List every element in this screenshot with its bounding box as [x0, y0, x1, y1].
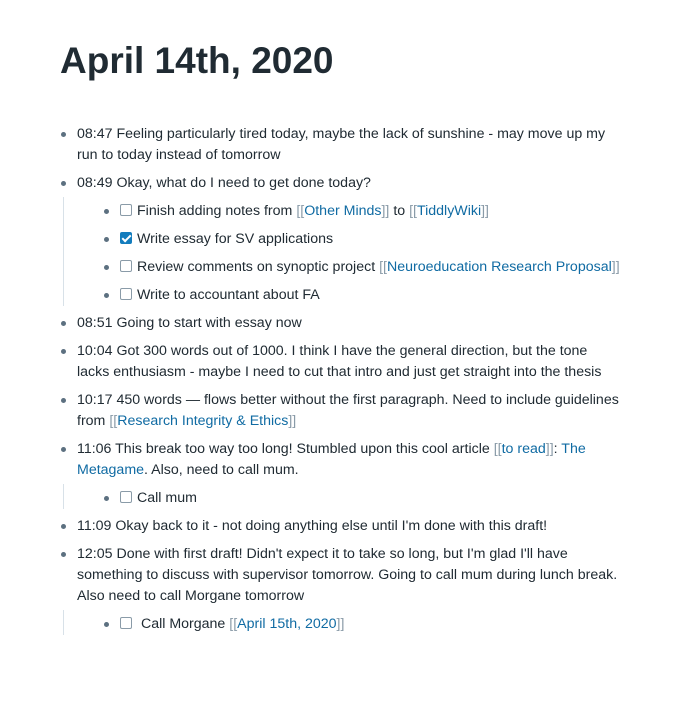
child-blocks: [61, 201, 620, 306]
block-text[interactable]: :: [553, 441, 562, 457]
block-0851[interactable]: [60, 313, 620, 334]
bullet-icon[interactable]: [61, 524, 66, 529]
block-text[interactable]: Review comments on synoptic project: [137, 259, 380, 275]
bracket-open: [[: [409, 203, 417, 219]
bullet-icon[interactable]: [61, 398, 66, 403]
todo-call-mum[interactable]: [103, 488, 620, 509]
block-text[interactable]: 08:47 Feeling particularly tired today, maybe the lack of sunshine - may move up my run to today instead of tomorrow: [77, 126, 606, 163]
bullet-icon[interactable]: [61, 552, 66, 557]
todo-checkbox[interactable]: [120, 491, 132, 503]
block-text[interactable]: 10:17 450 words — flows better without the first paragraph. Need to include guidelines from: [77, 392, 619, 429]
block-text[interactable]: 10:04 Got 300 words out of 1000. I think I have the general direction, but the tone lacks enthusiasm - maybe I need to cut that intro and just get straight into the thesis: [77, 343, 602, 380]
external-link-metagame[interactable]: The Metagame: [77, 441, 586, 478]
block-1106[interactable]: [60, 439, 620, 509]
block-1205[interactable]: [60, 544, 620, 635]
block-text[interactable]: Write to accountant about FA: [137, 287, 320, 303]
bullet-icon[interactable]: [61, 321, 66, 326]
block-1109[interactable]: [60, 516, 620, 537]
bullet-icon[interactable]: [61, 181, 66, 186]
block-text[interactable]: 11:09 Okay back to it - not doing anything else until I'm done with this draft!: [77, 518, 548, 534]
bullet-icon[interactable]: [104, 237, 109, 242]
block-text[interactable]: 08:51 Going to start with essay now: [77, 315, 302, 331]
todo-call-morgane[interactable]: [103, 614, 620, 635]
bracket-close: ]]: [336, 616, 345, 632]
page-link-other-minds[interactable]: Other Minds: [304, 203, 382, 219]
block-text[interactable]: 12:05 Done with first draft! Didn't expect it to take so long, but I'm glad I'll have something to discuss with supervisor tomorrow. Going to call mum during lunch break. Also need to call Morgane tomorrow: [77, 546, 618, 604]
todo-finish-notes[interactable]: [103, 201, 620, 222]
bracket-open: [[: [229, 616, 238, 632]
todo-checkbox[interactable]: [120, 204, 132, 216]
bullet-icon[interactable]: [104, 209, 109, 214]
bullet-icon[interactable]: [104, 622, 109, 627]
child-blocks: [61, 614, 620, 635]
block-1004[interactable]: [60, 341, 620, 383]
bracket-close: ]]: [481, 203, 489, 219]
bracket-open: [[: [296, 203, 305, 219]
bullet-icon[interactable]: [61, 447, 66, 452]
block-list: [60, 124, 620, 635]
page-link-tiddlywiki[interactable]: TiddlyWiki: [416, 203, 482, 219]
todo-write-essay[interactable]: [103, 229, 620, 250]
page-link-april-15th[interactable]: April 15th, 2020: [237, 616, 337, 632]
bracket-open: [[: [493, 441, 502, 457]
page-link-to-read[interactable]: to read: [501, 441, 546, 457]
bullet-icon[interactable]: [104, 265, 109, 270]
todo-write-accountant[interactable]: [103, 285, 620, 306]
block-0849[interactable]: [60, 173, 620, 306]
bracket-close: ]]: [611, 259, 620, 275]
block-0847[interactable]: [60, 124, 620, 166]
block-1017[interactable]: [60, 390, 620, 432]
todo-checkbox[interactable]: [120, 288, 132, 300]
block-text[interactable]: . Also, need to call mum.: [144, 462, 299, 478]
todo-checkbox[interactable]: [120, 617, 132, 629]
page-link-research-integrity[interactable]: Research Integrity & Ethics: [117, 413, 289, 429]
todo-review-comments[interactable]: [103, 257, 620, 278]
block-text[interactable]: Call Morgane: [137, 616, 230, 632]
done-checkbox[interactable]: [120, 232, 132, 244]
bracket-open: [[: [109, 413, 118, 429]
child-blocks: [61, 488, 620, 509]
block-text[interactable]: 11:06 This break too way too long! Stumbled upon this cool article: [77, 441, 494, 457]
bullet-icon[interactable]: [61, 132, 66, 137]
block-text[interactable]: Call mum: [137, 490, 197, 506]
block-text[interactable]: Finish adding notes from: [137, 203, 297, 219]
bullet-icon[interactable]: [61, 349, 66, 354]
bullet-icon[interactable]: [104, 293, 109, 298]
bracket-close: ]]: [545, 441, 554, 457]
page-link-neuroeducation[interactable]: Neuroeducation Research Proposal: [386, 259, 612, 275]
block-text[interactable]: Write essay for SV applications: [137, 231, 334, 247]
todo-checkbox[interactable]: [120, 260, 132, 272]
block-text[interactable]: 08:49 Okay, what do I need to get done today?: [77, 175, 371, 191]
bracket-close: ]]: [381, 203, 390, 219]
block-text[interactable]: to: [389, 203, 410, 219]
bullet-icon[interactable]: [104, 496, 109, 501]
bracket-close: ]]: [288, 413, 297, 429]
page-title[interactable]: April 14th, 2020: [60, 40, 334, 81]
bracket-open: [[: [379, 259, 387, 275]
